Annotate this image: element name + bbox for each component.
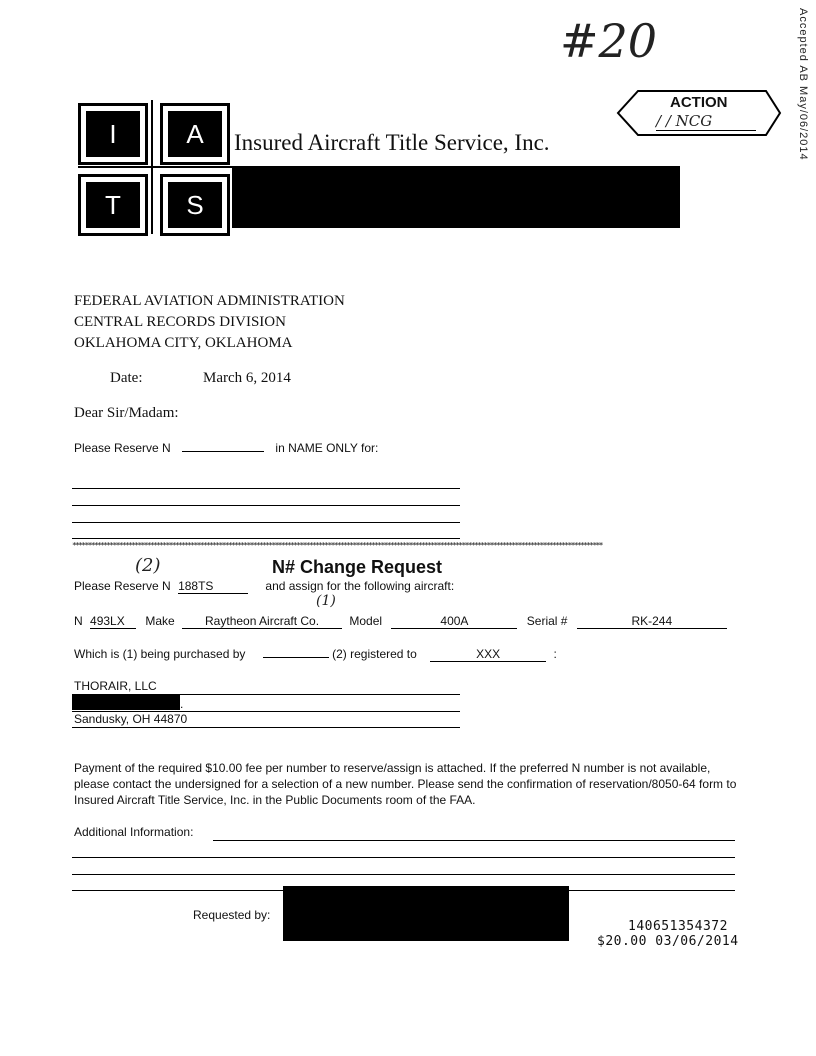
reserve-name-row [74,441,378,455]
handwritten-document-number: #20 [560,14,658,68]
owner-city: Sandusky, OH 44870 [74,712,188,726]
action-stamp [616,88,782,138]
salutation: Dear Sir/Madam: [74,405,179,421]
model-field[interactable]: 400A [391,614,517,629]
name-only-line-4 [72,538,460,539]
payment-paragraph: Payment of the required $10.00 fee per number to reserve/assign is attached. If the preferred N number is not available, please contact the undersigned for a selection of a new number. Please send the confirmation of reservation/8050-64 form to Insured Aircraft Title Service, Inc. in the Public Documents room of the FAA. [74,761,737,807]
n-number-field[interactable]: 493LX [90,614,136,629]
change-request-row [74,579,454,594]
receipt-amount-date: $20.00 03/06/2014 [597,934,739,949]
reserve-name-prefix: Please Reserve N [74,441,171,455]
serial-field[interactable]: RK-244 [577,614,727,629]
logo-letter-a: A [168,111,222,157]
logo-letter-i: I [86,111,140,157]
faa-address [74,291,345,354]
address-line-3: OKLAHOMA CITY, OKLAHOMA [74,335,293,351]
change-request-title: N# Change Request [272,557,443,577]
receipt-number: 140651354372 [628,919,728,934]
purchase-row [74,647,557,662]
additional-info-label: Additional Information: [74,825,194,839]
purchaser-field[interactable] [263,657,329,658]
logo-letter-t: T [86,182,140,228]
serial-label: Serial # [526,614,568,628]
registered-to-field[interactable]: XXX [430,647,546,662]
name-only-line-3 [72,522,460,523]
purchase-text: Which is (1) being purchased by [74,647,246,661]
make-field[interactable]: Raytheon Aircraft Co. [182,614,342,629]
additional-info-line-3[interactable] [72,874,735,875]
n-number-label: N [74,614,83,628]
action-initials: / / NCG [656,112,756,131]
purchase-colon: : [553,647,557,661]
owner-address-tail: . [180,697,184,711]
address-line-1: FEDERAL AVIATION ADMINISTRATION [74,293,345,309]
owner-name: THORAIR, LLC [74,679,157,693]
date-label: Date: [110,370,143,386]
star-divider: ************************************************************************************************************************************************************************** [72,541,602,550]
aircraft-row [74,614,727,629]
change-reserve-suffix: and assign for the following aircraft: [265,579,455,593]
model-label: Model [349,614,383,628]
make-label: Make [145,614,175,628]
name-only-line-2 [72,505,460,506]
accepted-stamp: Accepted AB May/06/2014 [797,8,809,161]
date-value: March 6, 2014 [203,370,291,386]
name-only-line-1 [72,488,460,489]
registered-text: (2) registered to [332,647,417,661]
handwritten-assign-mark: (1) [316,593,336,609]
reserve-name-field[interactable] [182,451,264,452]
change-reserve-prefix: Please Reserve N [74,579,171,593]
address-line-2: CENTRAL RECORDS DIVISION [74,314,286,330]
additional-info-line-1[interactable] [213,840,735,841]
change-reserve-field[interactable]: 188TS [178,579,248,594]
logo-letter-s: S [168,182,222,228]
redacted-signature [283,886,569,941]
additional-info-line-2[interactable] [72,857,735,858]
owner-line-3 [72,727,460,728]
reserve-name-suffix: in NAME ONLY for: [275,441,379,455]
requested-by-label: Requested by: [193,908,271,922]
letterhead-black-bar [232,166,680,228]
company-name: Insured Aircraft Title Service, Inc. [234,130,550,155]
action-label: ACTION [670,94,728,111]
redacted-owner-address [72,695,180,710]
handwritten-change-mark: (2) [135,555,161,576]
